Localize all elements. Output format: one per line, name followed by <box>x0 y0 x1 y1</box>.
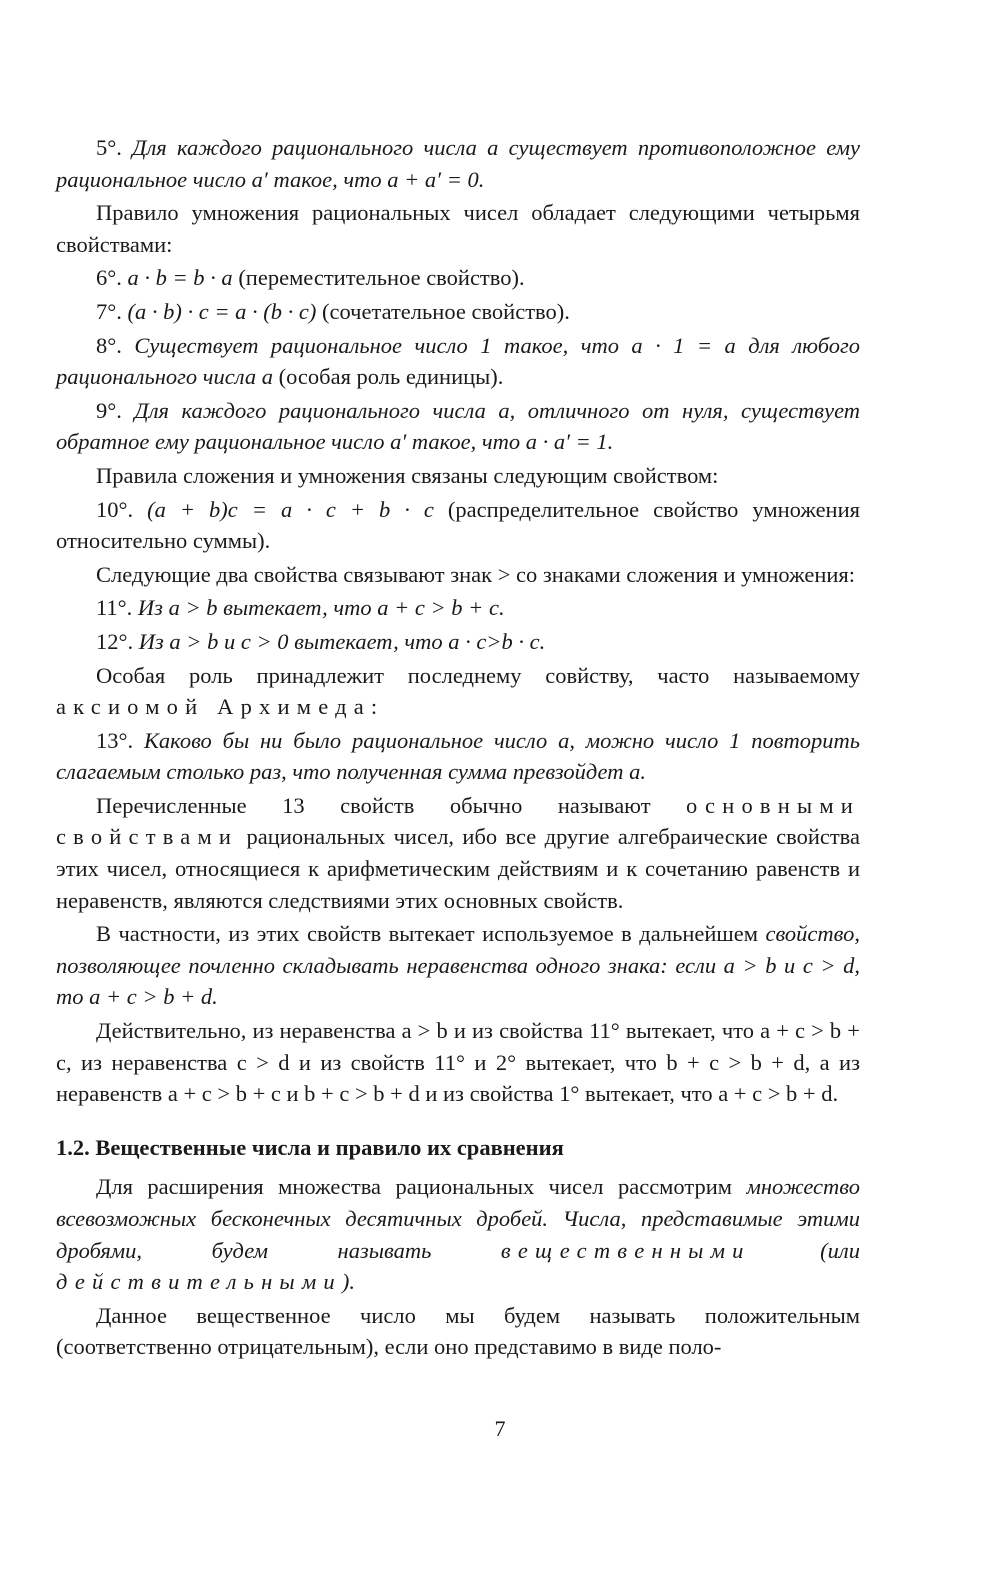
property-13: 13°. Каково бы ни было рациональное число a, можно число 1 повторить слагаемым столько раз, что полученная сумма превзойдет a. <box>56 727 860 785</box>
order-intro: Следующие два свойства связывают знак > со знаками сложения и умножения: <box>96 561 856 587</box>
section-heading: 1.2. Вещественные числа и правило их сравнения <box>56 1134 564 1160</box>
property-9: 9°. Для каждого рационального числа a, отличного от нуля, существует обратное ему рациональное число a′ такое, что a · a′ = 1. <box>56 397 861 455</box>
page-text <box>56 132 860 1365</box>
section-intro: Для расширения множества рациональных чисел рассмотрим множество всевозможных бесконечных десятичных дробей. Числа, представимые этими дробями, будем называть вещественными (или действительными). <box>56 1174 860 1295</box>
property-6: 6°. a · b = b · a (переместительное свойство). <box>96 265 525 291</box>
property-10: 10°. (a + b)c = a · c + b · c (распределительное свойство умножения относительно суммы). <box>56 496 860 554</box>
archimedes-intro: Особая роль принадлежит последнему совйству, часто называемому аксиомой Архимеда: <box>56 662 860 720</box>
property-5: 5°. Для каждого рационального числа a существует противоположное ему рациональное число a′ такое, что a + a′ = 0. <box>56 135 860 192</box>
page-number: 7 <box>494 1416 506 1441</box>
positive-definition: Данное вещественное число мы будем называть положительным (соответственно отрицательным), если оно представимо в виде поло- <box>56 1302 860 1360</box>
proof-paragraph: Действительно, из неравенства a > b и из свойства 11° вытекает, что a + c > b + c, из неравенства c > d и из свойств 11° и 2° вытекает, что b + c > b + d, а из неравенств a + c > b + c и b + c > b + d и из свойства 1° вытекает, что a + c > b + d. <box>56 1018 860 1107</box>
property-11: 11°. Из a > b вытекает, что a + c > b + c. <box>96 595 505 621</box>
multiplication-intro: Правило умножения рациональных чисел обладает следующими четырьмя свойствами: <box>56 200 860 257</box>
real-numbers-term: вещественными <box>500 1237 751 1263</box>
basic-properties-paragraph: Перечисленные 13 свойств обычно называют основными свойствами рациональных чисел, ибо все другие алгебраические свойства этих чисел, относящиеся к арифметическим действиям и к сочетанию равенств и неравенств, являются следствиями этих основных свойств. <box>56 792 860 913</box>
property-8: 8°. Существует рациональное число 1 такое, что a · 1 = a для любого рационального числа a (особая роль единицы). <box>56 332 860 390</box>
actual-numbers-term: действительными <box>56 1269 342 1295</box>
archimedes-axiom-term: аксиомой Архимеда <box>56 694 371 720</box>
link-intro: Правила сложения и умножения связаны следующим свойством: <box>96 462 719 488</box>
basic-properties-term: основными свойствами <box>56 792 860 850</box>
property-7: 7°. (a · b) · c = a · (b · c) (сочетательное свойство). <box>96 298 570 324</box>
property-12: 12°. Из a > b и c > 0 вытекает, что a · c>b · c. <box>96 628 546 654</box>
particular-paragraph: В частности, из этих свойств вытекает используемое в дальнейшем свойство, позволяющее почленно складывать неравенства одного знака: если a > b и c > d, то a + c > b + d. <box>56 921 860 1010</box>
